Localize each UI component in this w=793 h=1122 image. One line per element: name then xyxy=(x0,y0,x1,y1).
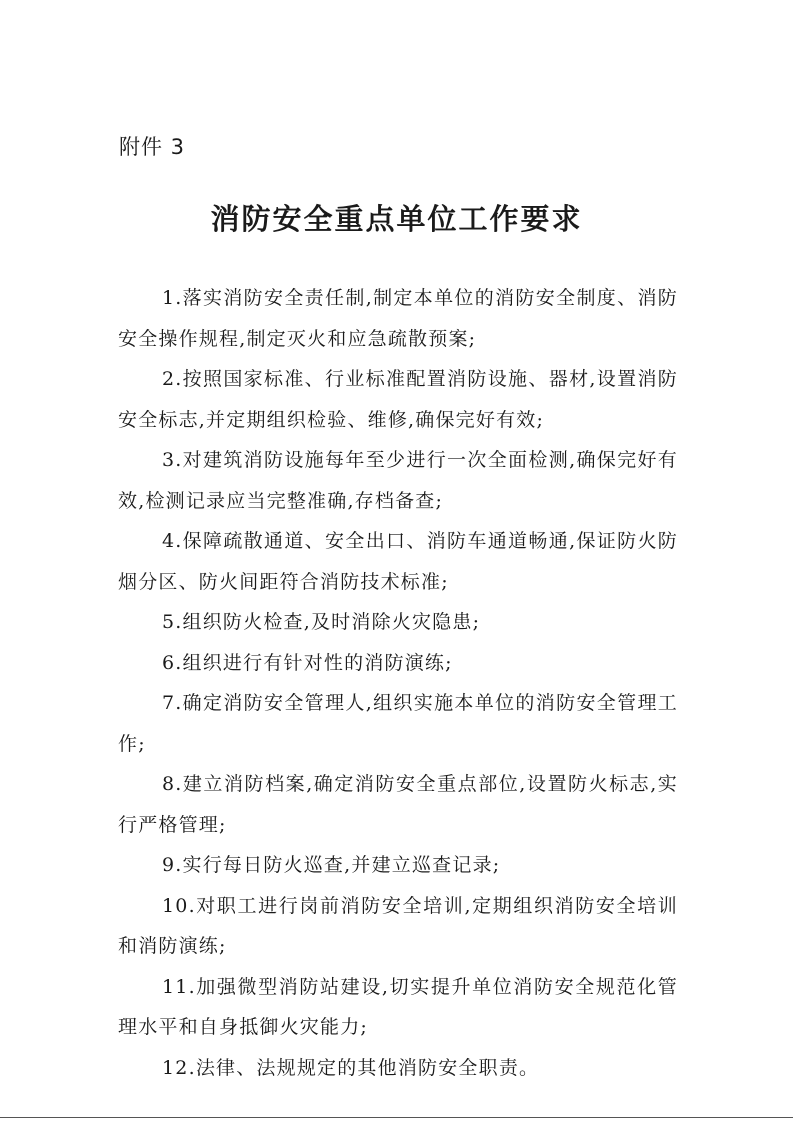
list-item: 10.对职工进行岗前消防安全培训,定期组织消防安全培训和消防演练; xyxy=(118,894,678,957)
list-item: 7.确定消防安全管理人,组织实施本单位的消防安全管理工作; xyxy=(118,692,678,755)
list-item: 3.对建筑消防设施每年至少进行一次全面检测,确保完好有效,检测记录应当完整准确,存档备查; xyxy=(118,449,678,512)
list-item: 8.建立消防档案,确定消防安全重点部位,设置防火标志,实行严格管理; xyxy=(118,773,678,836)
list-item: 9.实行每日防火巡查,并建立巡查记录; xyxy=(162,854,501,876)
list-item: 11.加强微型消防站建设,切实提升单位消防安全规范化管理水平和自身抵御火灾能力; xyxy=(118,975,678,1038)
list-item: 5.组织防火检查,及时消除火灾隐患; xyxy=(162,611,481,633)
page-title: 消防安全重点单位工作要求 xyxy=(210,202,583,236)
list-item: 6.组织进行有针对性的消防演练; xyxy=(162,651,453,674)
requirements-list xyxy=(118,278,678,1088)
list-item: 2.按照国家标准、行业标准配置消防设施、器材,设置消防安全标志,并定期组织检验、维修,确保完好有效; xyxy=(118,368,678,431)
list-item: 4.保障疏散通道、安全出口、消防车通道畅通,保证防火防烟分区、防火间距符合消防技术标准; xyxy=(118,530,678,593)
list-item: 1.落实消防安全责任制,制定本单位的消防安全制度、消防安全操作规程,制定灭火和应急疏散预案; xyxy=(118,287,678,350)
attachment-label: 附件 3 xyxy=(119,135,186,159)
list-item: 12.法律、法规规定的其他消防安全职责。 xyxy=(162,1056,540,1079)
page-bottom-divider xyxy=(0,1117,793,1118)
